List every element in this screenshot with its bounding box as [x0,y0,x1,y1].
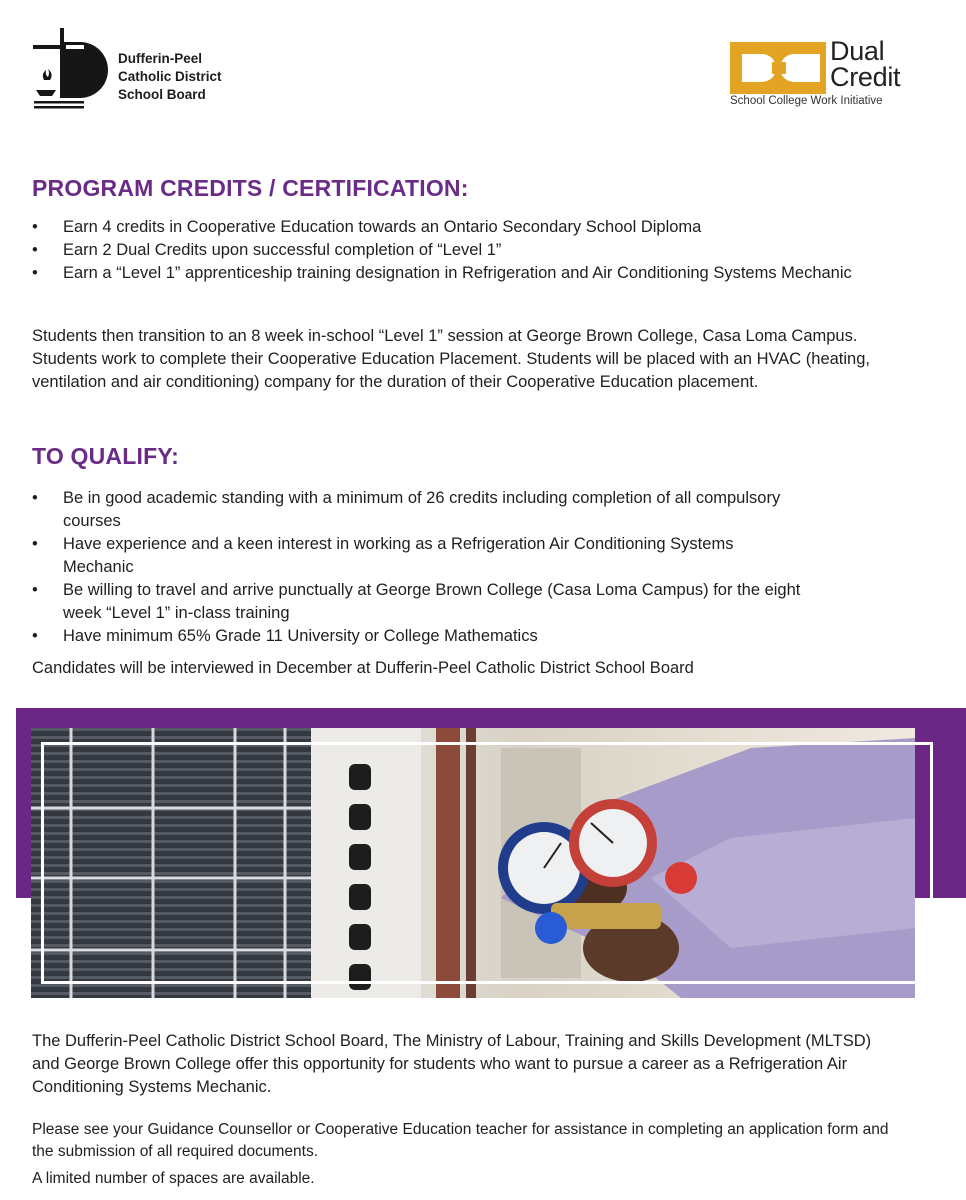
qualify-list [32,487,832,648]
qualify-list-item: • Be willing to travel and arrive punctually at George Brown College (Casa Loma Campus) for the eight week “Level 1” in-class training [32,579,832,625]
guidance-paragraph: Please see your Guidance Counsellor or Cooperative Education teacher for assistance in completing an application form and the submission of all required documents. [32,1121,889,1160]
credits-list [32,216,912,285]
dual-credit-word-credit: Credit [830,62,901,92]
photo-frame [41,742,933,984]
qualify-list-item: • Have experience and a keen interest in working as a Refrigeration Air Conditioning Systems Mechanic [32,533,783,579]
dual-credit-tagline: School College Work Initiative [730,95,883,107]
dual-credit-wordmark [830,38,900,90]
qualify-heading: TO QUALIFY: [32,443,180,469]
credits-list-item: • Earn 2 Dual Credits upon successful completion of “Level 1” [32,239,912,262]
credits-heading: PROGRAM CREDITS / CERTIFICATION: [32,175,469,201]
board-logo-icon [30,28,118,114]
interview-note: Candidates will be interviewed in December at Dufferin-Peel Catholic District School Board [32,659,694,677]
offer-paragraph: The Dufferin-Peel Catholic District School Board, The Ministry of Labour, Training and Skills Development (MLTSD) and George Brown College offer this opportunity for students who want to pursue a career as a Refrigeration Air Conditioning Systems Mechanic. [32,1032,872,1096]
board-name-line: Catholic District [118,69,222,84]
transition-paragraph: Students then transition to an 8 week in-school “Level 1” session at George Brown College, Casa Loma Campus. Students work to complete their Cooperative Education Placement. Students will be placed with an HVAC (heating, ventilation and air conditioning) company for the duration of their Cooperative Education placement. [32,327,870,391]
limited-spaces-note: A limited number of spaces are available. [32,1170,315,1187]
credits-list-item: • Earn a “Level 1” apprenticeship training designation in Refrigeration and Air Conditioning Systems Mechanic [32,262,899,285]
credits-list-item: • Earn 4 credits in Cooperative Education towards an Ontario Secondary School Diploma [32,216,912,239]
board-name-line: Dufferin-Peel [118,51,203,66]
qualify-list-item: • Be in good academic standing with a minimum of 26 credits including completion of all compulsory courses [32,487,832,533]
dual-credit-word-dual: Dual [830,36,885,66]
qualify-list-item: • Have minimum 65% Grade 11 University or College Mathematics [32,625,832,648]
board-name [118,50,222,104]
board-name-line: School Board [118,87,206,102]
